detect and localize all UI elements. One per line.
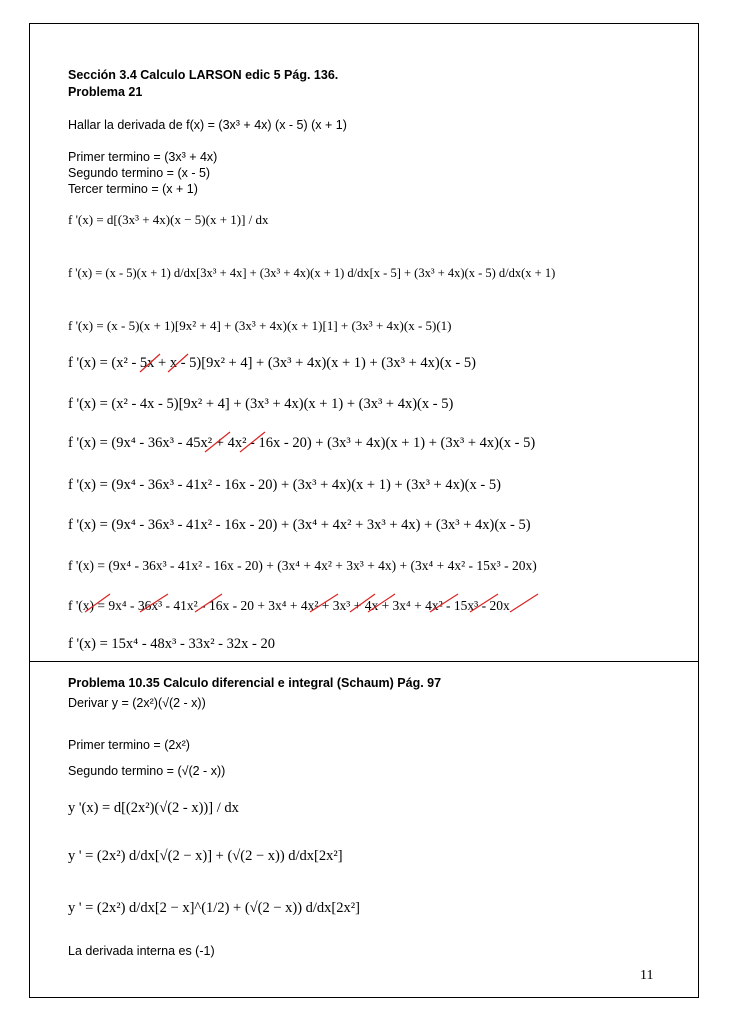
section2-statement: Derivar y = (2x²)(√(2 - x)) (68, 696, 206, 710)
equation-8: f '(x) = (9x⁴ - 36x³ - 41x² - 16x - 20) + (3x⁴ + 4x² + 3x³ + 4x) + (3x³ + 4x)(x - 5) (68, 517, 531, 533)
section2-term2: Segundo termino = (√(2 - x)) (68, 764, 226, 778)
equation-14: y ' = (2x²) d/dx[2 − x]^(1/2) + (√(2 − x)) d/dx[2x²] (68, 900, 360, 916)
section2-header: Problema 10.35 Calculo diferencial e integral (Schaum) Pág. 97 (68, 676, 442, 690)
equation-12: y '(x) = d[(2x²)(√(2 - x))] / dx (68, 800, 239, 816)
section1-term2: Segundo termino = (x - 5) (68, 166, 211, 180)
section1-header-line1: Sección 3.4 Calculo LARSON edic 5 Pág. 136. (68, 68, 339, 82)
equation-1: f '(x) = d[(3x³ + 4x)(x − 5)(x + 1)] / dx (68, 212, 269, 227)
page-number: 11 (640, 968, 654, 983)
equation-13: y ' = (2x²) d/dx[√(2 − x)] + (√(2 − x)) d/dx[2x²] (68, 848, 343, 864)
section1-header-line2: Problema 21 (68, 85, 143, 99)
section2-term1: Primer termino = (2x²) (68, 738, 190, 752)
equation-7: f '(x) = (9x⁴ - 36x³ - 41x² - 16x - 20) + (3x³ + 4x)(x + 1) + (3x³ + 4x)(x - 5) (68, 477, 501, 493)
equation-3: f '(x) = (x - 5)(x + 1)[9x² + 4] + (3x³ + 4x)(x + 1)[1] + (3x³ + 4x)(x - 5)(1) (68, 318, 452, 333)
equation-2: f '(x) = (x - 5)(x + 1) d/dx[3x³ + 4x] + (3x³ + 4x)(x + 1) d/dx[x - 5] + (3x³ + 4x)(x - 5) d/dx(x + 1) (68, 266, 556, 280)
equation-11: f '(x) = 15x⁴ - 48x³ - 33x² - 32x - 20 (68, 636, 275, 652)
section1-term1: Primer termino = (3x³ + 4x) (68, 150, 218, 164)
equation-9: f '(x) = (9x⁴ - 36x³ - 41x² - 16x - 20) + (3x⁴ + 4x² + 3x³ + 4x) + (3x⁴ + 4x² - 15x³ - 20x) (68, 558, 537, 573)
equation-4: f '(x) = (x² - 5x + x - 5)[9x² + 4] + (3x³ + 4x)(x + 1) + (3x³ + 4x)(x - 5) (68, 355, 476, 371)
equation-6: f '(x) = (9x⁴ - 36x³ - 45x² + 4x² - 16x - 20) + (3x³ + 4x)(x + 1) + (3x³ + 4x)(x - 5) (68, 435, 536, 451)
section1-statement: Hallar la derivada de f(x) = (3x³ + 4x) (x - 5) (x + 1) (68, 118, 347, 132)
section1-term3: Tercer termino = (x + 1) (68, 182, 198, 196)
equation-5: f '(x) = (x² - 4x - 5)[9x² + 4] + (3x³ + 4x)(x + 1) + (3x³ + 4x)(x - 5) (68, 396, 454, 412)
section2-note: La derivada interna es (-1) (68, 944, 215, 958)
section-divider (29, 661, 699, 662)
equation-10: f '(x) = 9x⁴ - 36x³ - 41x² - 16x - 20 + 3x⁴ + 4x² + 3x³ + 4x + 3x⁴ + 4x² - 15x³ - 20x (68, 598, 510, 613)
